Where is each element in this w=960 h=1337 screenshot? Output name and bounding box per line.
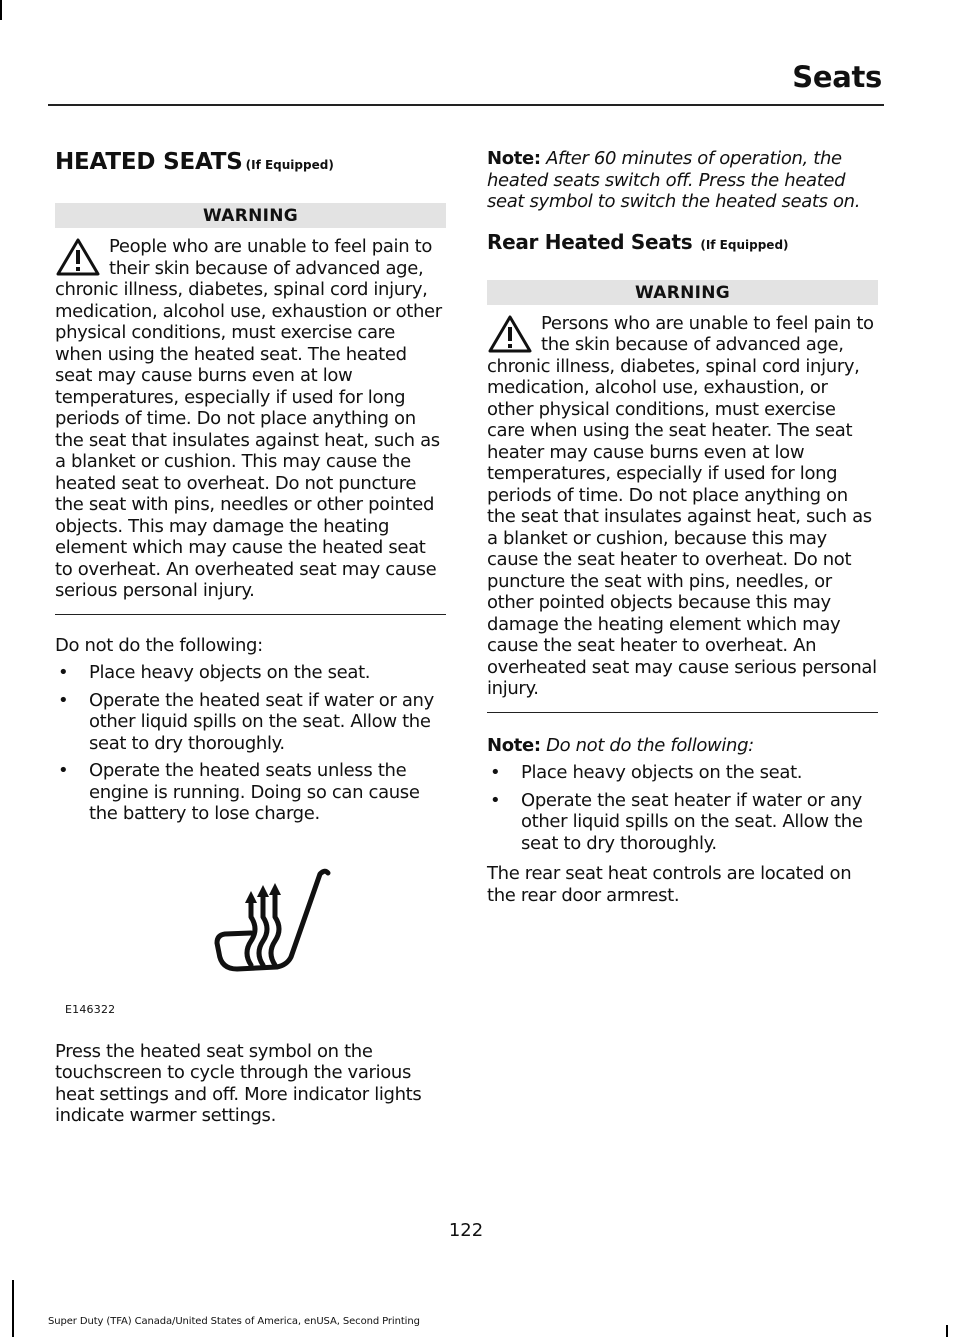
section-heading-text: HEATED SEATS bbox=[55, 149, 243, 175]
heated-seat-figure bbox=[55, 865, 446, 1035]
warning-label: WARNING bbox=[487, 280, 878, 305]
list-item: • Operate the heated seat if water or any other liquid spills on the seat. Allow the seat to dry thoroughly. bbox=[55, 690, 446, 755]
warning-box bbox=[55, 236, 446, 602]
warning-triangle-icon bbox=[487, 314, 533, 354]
note-paragraph bbox=[487, 148, 878, 213]
heated-seat-icon bbox=[211, 865, 336, 980]
note-label: Note: bbox=[487, 734, 541, 756]
warning-divider bbox=[487, 712, 878, 713]
list-item: • Place heavy objects on the seat. bbox=[55, 662, 446, 684]
intro-text: Do not do the following: bbox=[55, 634, 263, 656]
bullet-list bbox=[487, 762, 878, 854]
closing-text: The rear seat heat controls are located on the rear door armrest. bbox=[487, 863, 852, 906]
header-divider bbox=[48, 104, 884, 106]
warning-text: People who are unable to feel pain to their skin because of advanced age, chronic illness, diabetes, spinal cord injury, medication, alcohol use, exhaustion or other physical conditions, must exercise care when using the heated seat. The heated seat may cause burns even at low temperatures, especially if used for long periods of time. Do not place anything on the seat that insulates against heat, such as a blanket or cushion. This may cause the heated seat to overheat. Do not puncture the seat with pins, needles or other pointed objects. This may damage the heating element which may cause the heated seat to overheat. An overheated seat may cause serious personal injury. bbox=[55, 236, 442, 601]
subsection-heading bbox=[487, 229, 878, 258]
crop-mark-bottom-right bbox=[946, 1325, 948, 1337]
subsection-heading-qualifier: (If Equipped) bbox=[700, 237, 789, 252]
subsection-heading-text: Rear Heated Seats bbox=[487, 229, 693, 254]
bullet-list bbox=[55, 662, 446, 825]
warning-box bbox=[487, 313, 878, 700]
crop-mark-top-left bbox=[0, 0, 2, 20]
warning-label: WARNING bbox=[55, 203, 446, 228]
section-heading bbox=[55, 148, 446, 179]
list-item: • Operate the seat heater if water or any other liquid spills on the seat. Allow the seat to dry thoroughly. bbox=[487, 790, 878, 855]
figure-code: E146322 bbox=[65, 1002, 116, 1016]
note-text: Do not do the following: bbox=[546, 734, 754, 756]
page-number: 122 bbox=[448, 1220, 484, 1241]
section-heading-qualifier: (If Equipped) bbox=[245, 158, 334, 172]
footer-text: Super Duty (TFA) Canada/United States of America, enUSA, Second Printing bbox=[48, 1316, 420, 1327]
list-item: • Place heavy objects on the seat. bbox=[487, 762, 878, 784]
note-paragraph bbox=[487, 735, 878, 757]
warning-text: Persons who are unable to feel pain to the skin because of advanced age, chronic illness, diabetes, spinal cord injury, medication, alcohol use, exhaustion, or other physical conditions, must exercise care when using the seat heater. The seat heater may cause burns even at low temperatures, especially if used for long periods of time. Do not place anything on the seat that insulates against heat, such as a blanket or cushion, because this may cause the seat heater to overheat. Do not puncture the seat with pins, needles, or other pointed objects because this may damage the heating element which may cause the seat heater to overheat. An overheated seat may cause serious personal injury. bbox=[487, 312, 877, 699]
right-column bbox=[487, 148, 878, 906]
warning-divider bbox=[55, 614, 446, 615]
warning-triangle-icon bbox=[55, 237, 101, 277]
figure-caption-text: Press the heated seat symbol on the touchscreen to cycle through the various heat settings and off. More indicator lights indicate warmer settings. bbox=[55, 1040, 422, 1126]
page-title: Seats bbox=[792, 60, 882, 94]
crop-mark-bottom-left bbox=[12, 1280, 14, 1337]
note-text: After 60 minutes of operation, the heated seats switch off. Press the heated seat symbol to switch the heated seats on. bbox=[487, 148, 861, 212]
note-label: Note: bbox=[487, 148, 541, 169]
left-column bbox=[55, 148, 446, 1127]
list-item: • Operate the heated seats unless the engine is running. Doing so can cause the battery to lose charge. bbox=[55, 760, 446, 825]
